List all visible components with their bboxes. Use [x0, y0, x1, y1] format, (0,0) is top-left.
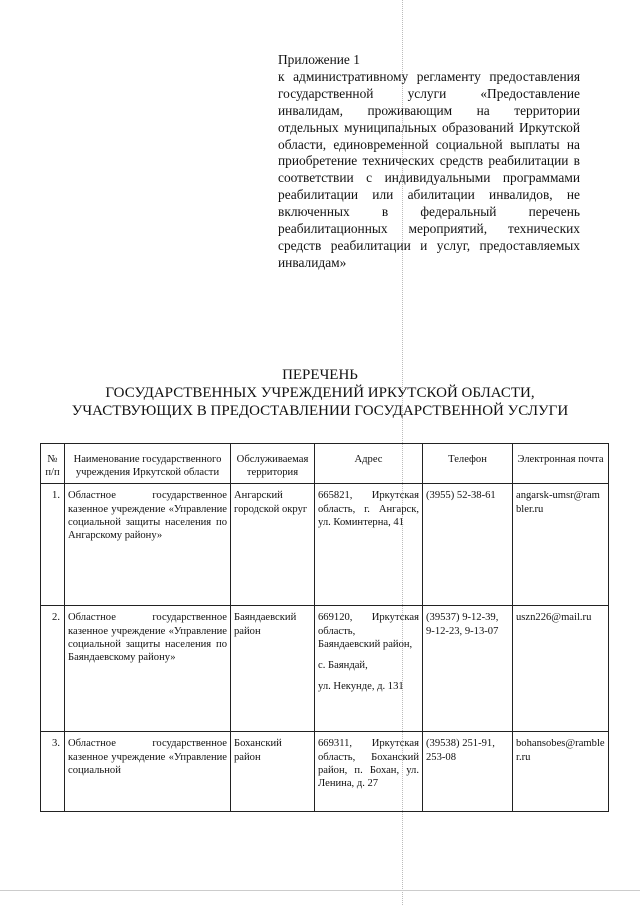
header-address: Адрес	[315, 444, 423, 484]
institutions-table	[40, 443, 609, 812]
document-heading	[60, 366, 580, 420]
appendix-label: Приложение 1	[278, 52, 360, 67]
row-num: 2.	[41, 606, 65, 732]
row-address	[315, 606, 423, 732]
address-line: с. Баяндай,	[318, 660, 368, 672]
row-email: angarsk-umsr@rambler.ru	[513, 484, 609, 606]
table-row	[41, 484, 609, 606]
header-num: № п/п	[41, 444, 65, 484]
row-territory: Баяндаевский район	[231, 606, 315, 732]
row-num: 3.	[41, 732, 65, 812]
header-email: Электронная почта	[513, 444, 609, 484]
row-email: bohansobes@rambler.ru	[513, 732, 609, 812]
row-phone: (39537) 9-12-39, 9-12-23, 9-13-07	[423, 606, 513, 732]
row-num: 1.	[41, 484, 65, 606]
row-name: Областное государственное казенное учреждение «Управление социальной защиты населения по Баяндаевскому району»	[65, 606, 231, 732]
heading-title: ПЕРЕЧЕНЬ	[282, 367, 358, 383]
address-line: ул. Некунде, д. 131	[318, 681, 404, 693]
row-phone: (3955) 52-38-61	[423, 484, 513, 606]
row-territory: Ангарский городской округ	[231, 484, 315, 606]
page-bottom-edge	[0, 890, 640, 891]
heading-subtitle-2: УЧАСТВУЮЩИХ В ПРЕДОСТАВЛЕНИИ ГОСУДАРСТВЕННОЙ УСЛУГИ	[71, 403, 569, 419]
row-territory: Боханский район	[231, 732, 315, 812]
row-name: Областное государственное казенное учреждение «Управление социальной	[65, 732, 231, 812]
table-row	[41, 606, 609, 732]
header-name: Наименование государственного учреждения Иркутской области	[65, 444, 231, 484]
header-phone: Телефон	[423, 444, 513, 484]
heading-subtitle-1: ГОСУДАРСТВЕННЫХ УЧРЕЖДЕНИЙ ИРКУТСКОЙ ОБЛАСТИ,	[105, 385, 535, 401]
header-territory: Обслуживаемая территория	[231, 444, 315, 484]
row-email: uszn226@mail.ru	[513, 606, 609, 732]
appendix-block	[278, 52, 580, 272]
address-line: 665821, Иркутская область, г. Ангарск, ул. Коминтерна, 41	[318, 490, 419, 528]
address-line: 669120, Иркутская область, Баяндаевский район,	[318, 612, 419, 650]
row-address	[315, 732, 423, 812]
row-name: Областное государственное казенное учреждение «Управление социальной защиты населения по Ангарскому району»	[65, 484, 231, 606]
table-row	[41, 732, 609, 812]
table-header-row	[41, 444, 609, 484]
row-phone: (39538) 251-91, 253-08	[423, 732, 513, 812]
row-address	[315, 484, 423, 606]
appendix-text: к административному регламенту предоставления государственной услуги «Предоставление инвалидам, проживающим на территории отдельных муниципальных образований Иркутской области, единовременной социальной выплаты на приобретение технических средств реабилитации в соответствии с индивидуальными программами реабилитации или абилитации инвалидов, не включенных в федеральный перечень реабилитационных мероприятий, технических средств реабилитации и услуг, предоставляемых инвалидам»	[278, 68, 580, 270]
address-line: 669311, Иркутская область, Боханский район, п. Бохан, ул. Ленина, д. 27	[318, 738, 419, 790]
